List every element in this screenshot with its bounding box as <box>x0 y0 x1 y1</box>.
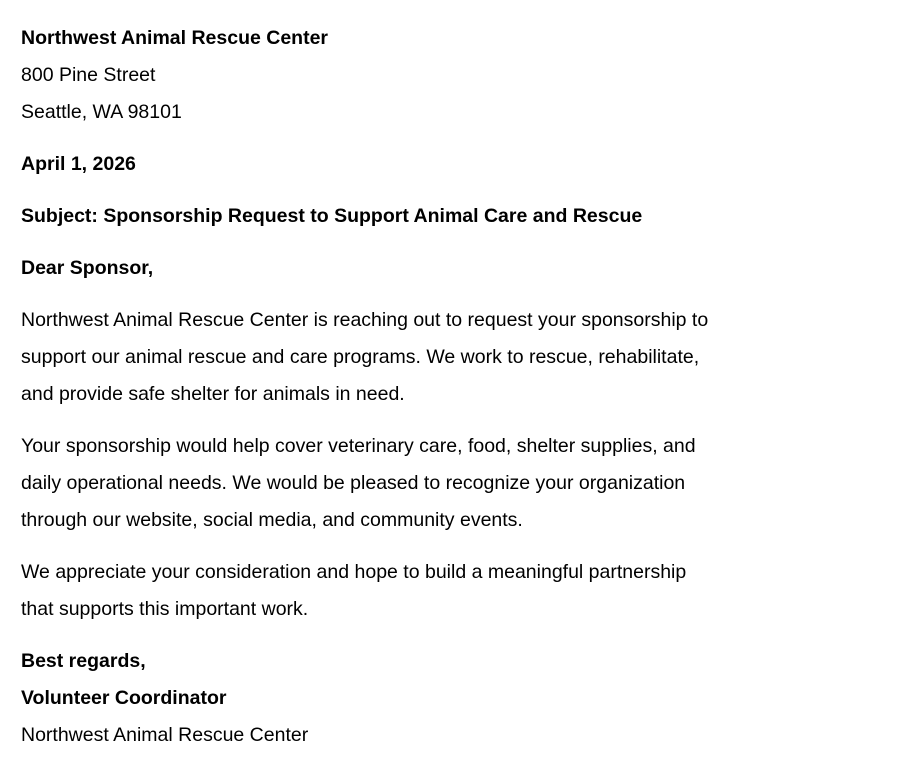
paragraph-3-line: We appreciate your consideration and hope to build a meaningful partnership <box>21 561 687 583</box>
letter-date: April 1, 2026 <box>21 153 136 175</box>
signer-organization: Northwest Animal Rescue Center <box>21 724 309 746</box>
paragraph-2-line: daily operational needs. We would be pleased to recognize your organization <box>21 472 686 494</box>
paragraph-2-line: Your sponsorship would help cover veterinary care, food, shelter supplies, and <box>21 435 696 457</box>
signer-title: Volunteer Coordinator <box>21 687 227 709</box>
letter-subject: Subject: Sponsorship Request to Support Animal Care and Rescue <box>21 205 643 227</box>
sender-name: Northwest Animal Rescue Center <box>21 27 329 49</box>
paragraph-1-line: Northwest Animal Rescue Center is reaching out to request your sponsorship to <box>21 309 709 331</box>
paragraph-3-line: that supports this important work. <box>21 598 309 620</box>
sender-street: 800 Pine Street <box>21 64 156 86</box>
salutation: Dear Sponsor, <box>21 257 154 279</box>
valediction: Best regards, <box>21 650 146 672</box>
paragraph-2-line: through our website, social media, and community events. <box>21 509 523 531</box>
sender-city: Seattle, WA 98101 <box>21 101 182 123</box>
paragraph-1-line: support our animal rescue and care programs. We work to rescue, rehabilitate, <box>21 346 700 368</box>
paragraph-1-line: and provide safe shelter for animals in need. <box>21 383 405 405</box>
